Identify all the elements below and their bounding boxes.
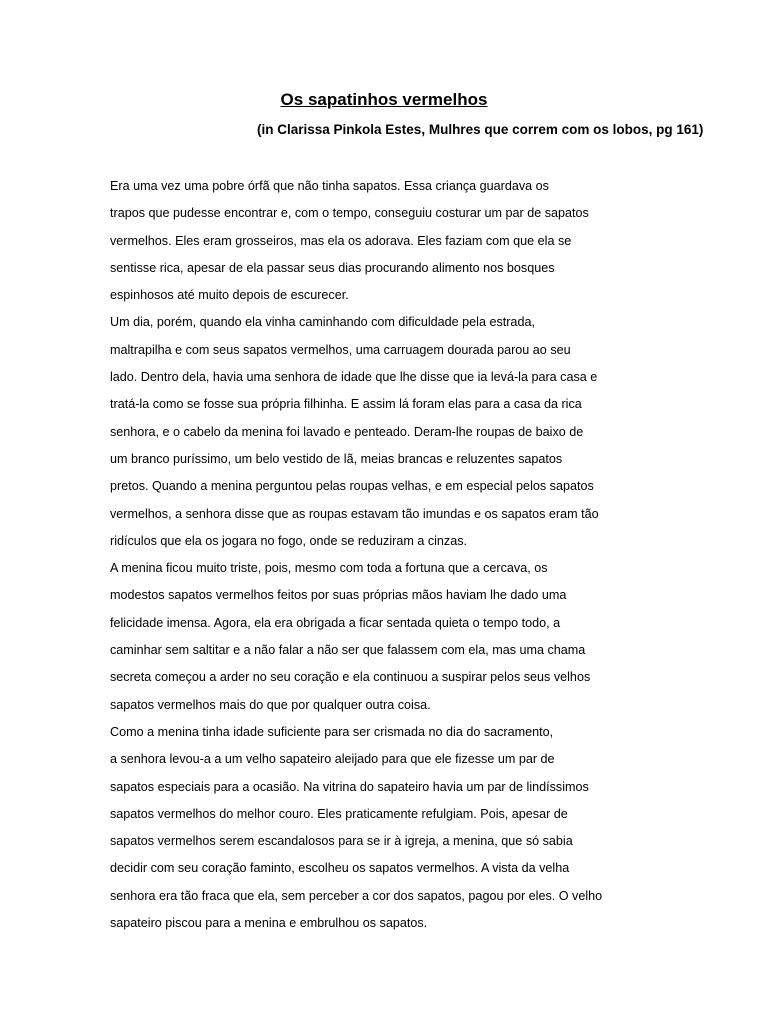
text-line: secreta começou a arder no seu coração e ela continuou a suspirar pelos seus velhos <box>110 670 591 685</box>
text-line: caminhar sem saltitar e a não falar a não ser que falassem com ela, mas uma chama <box>110 643 586 658</box>
text-line: pretos. Quando a menina perguntou pelas roupas velhas, e em especial pelos sapatos <box>110 479 594 494</box>
text-line: ridículos que ela os jogara no fogo, onde se reduziram a cinzas. <box>110 533 468 548</box>
document-source-citation: (in Clarissa Pinkola Estes, Mulhres que correm com os lobos, pg 161) <box>257 122 704 137</box>
text-line: lado. Dentro dela, havia uma senhora de idade que lhe disse que ia levá-la para casa e <box>110 370 598 385</box>
document-body <box>110 173 670 937</box>
document-title: Os sapatinhos vermelhos <box>280 90 488 109</box>
text-line: sapatos especiais para a ocasião. Na vitrina do sapateiro havia um par de lindíssimos <box>110 779 589 794</box>
text-line: felicidade imensa. Agora, ela era obrigada a ficar sentada quieta o tempo todo, a <box>110 615 561 630</box>
text-line: a senhora levou-a a um velho sapateiro aleijado para que ele fizesse um par de <box>110 752 555 767</box>
text-line: sapateiro piscou para a menina e embrulhou os sapatos. <box>110 916 428 931</box>
text-line: Como a menina tinha idade suficiente para ser crismada no dia do sacramento, <box>110 724 554 739</box>
text-line: Era uma vez uma pobre órfã que não tinha sapatos. Essa criança guardava os <box>110 179 549 193</box>
text-line: vermelhos, a senhora disse que as roupas estavam tão imundas e os sapatos eram tão <box>110 506 599 521</box>
text-line: sapatos vermelhos do melhor couro. Eles praticamente refulgiam. Pois, apesar de <box>110 806 568 821</box>
text-line: espinhosos até muito depois de escurecer. <box>110 288 349 303</box>
text-line: sapatos vermelhos mais do que por qualquer outra coisa. <box>110 697 431 712</box>
text-line: senhora era tão fraca que ela, sem perceber a cor dos sapatos, pagou por eles. O velho <box>110 888 603 903</box>
text-line: decidir com seu coração faminto, escolheu os sapatos vermelhos. A vista da velha <box>110 861 570 876</box>
text-line: Um dia, porém, quando ela vinha caminhando com dificuldade pela estrada, <box>110 315 535 330</box>
text-line: tratá-la como se fosse sua própria filhinha. E assim lá foram elas para a casa da rica <box>110 397 582 412</box>
text-line: maltrapilha e com seus sapatos vermelhos, uma carruagem dourada parou ao seu <box>110 342 571 357</box>
text-line: trapos que pudesse encontrar e, com o tempo, conseguiu costurar um par de sapatos <box>110 206 589 221</box>
text-line: sentisse rica, apesar de ela passar seus dias procurando alimento nos bosques <box>110 260 555 275</box>
text-line: vermelhos. Eles eram grosseiros, mas ela os adorava. Eles faziam com que ela se <box>110 233 572 248</box>
text-line: A menina ficou muito triste, pois, mesmo com toda a fortuna que a cercava, os <box>110 561 548 576</box>
text-line: modestos sapatos vermelhos feitos por suas próprias mãos haviam lhe dado uma <box>110 588 567 603</box>
text-line: senhora, e o cabelo da menina foi lavado e penteado. Deram-lhe roupas de baixo de <box>110 424 584 439</box>
text-line: um branco puríssimo, um belo vestido de lã, meias brancas e reluzentes sapatos <box>110 451 563 466</box>
text-line: sapatos vermelhos serem escandalosos para se ir à igreja, a menina, que só sabia <box>110 834 573 849</box>
